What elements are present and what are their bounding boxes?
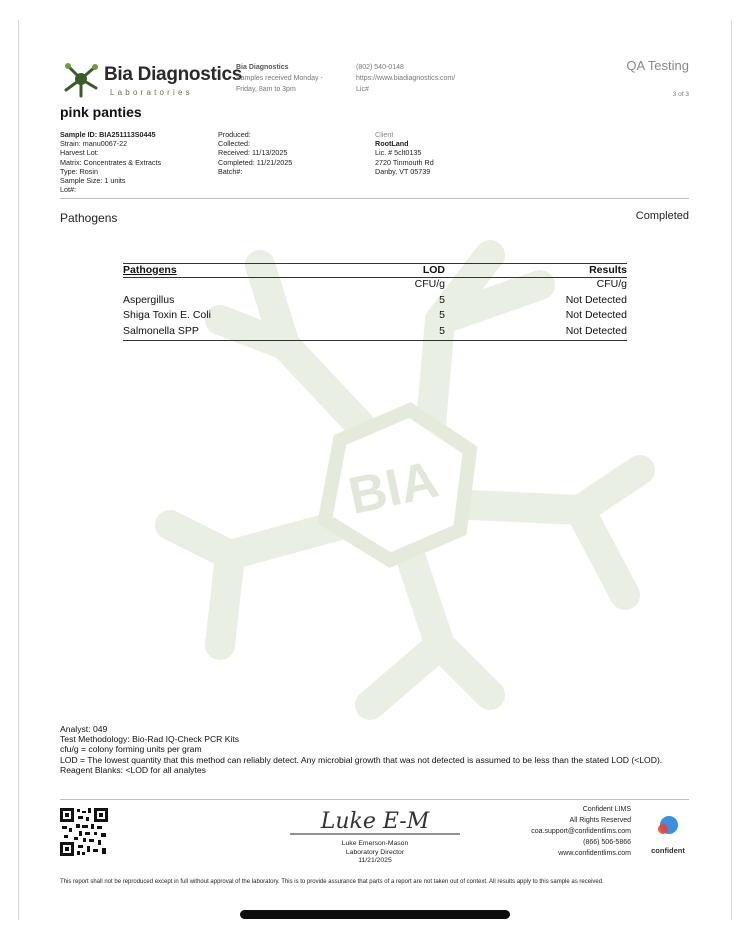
date-line: Collected: [218, 139, 250, 149]
lims-website: www.confidentlims.com [558, 850, 631, 857]
header-col1-line: Friday, 8am to 3pm [236, 86, 296, 93]
analyte-name: Shiga Toxin E. Coli [123, 309, 211, 321]
header-website: https://www.biadiagnostics.com/ [356, 75, 456, 82]
result-value: Not Detected [565, 309, 627, 321]
header-phone: (802) 540-0148 [356, 64, 404, 71]
header-license: Lic# [356, 86, 369, 93]
confident-brand: confident [651, 846, 685, 855]
result-value: Not Detected [565, 324, 627, 337]
header-divider [60, 198, 689, 199]
product-title: pink panties [60, 104, 142, 120]
methodology-notes [60, 724, 700, 775]
signature-image [290, 803, 460, 835]
table-units-row [123, 278, 627, 294]
lod-value: 5 [439, 324, 445, 337]
table-header-row [123, 264, 627, 277]
client-line: Danby, VT 05739 [375, 166, 431, 176]
section-title: Pathogens [60, 211, 118, 225]
sample-id: Sample ID: BIA251113S0445 [60, 130, 156, 139]
date-line: Batch#: [218, 166, 243, 176]
lims-email: coa.support@confidentlims.com [531, 828, 631, 835]
lims-info [470, 804, 631, 859]
analyte-name: Aspergillus [123, 293, 175, 306]
table-row [123, 309, 627, 325]
analyte-name: Salmonella SPP [123, 324, 199, 337]
note-line: Test Methodology: Bio-Rad IQ-Check PCR Kits [60, 734, 240, 745]
home-indicator[interactable] [240, 910, 510, 919]
lod-value: 5 [439, 293, 445, 306]
confident-logo-icon [645, 813, 691, 841]
sample-line: Harvest Lot: [60, 148, 99, 158]
qr-code [60, 808, 108, 856]
director-signature [290, 803, 460, 866]
col-header-pathogens: Pathogens [123, 264, 177, 276]
sample-line: Matrix: Concentrates & Extracts [60, 157, 162, 167]
client-line: 2720 Tinmouth Rd [375, 157, 434, 167]
lims-line: All Rights Reserved [569, 817, 631, 824]
sample-line: Strain: manu0067-22 [60, 139, 128, 149]
report-disclaimer: This report shall not be reproduced except in full without approval of the laboratory. This is to provide assurance that parts of a report are not taken out of context. All results apply to this sample as received. [60, 879, 604, 885]
molecule-icon [60, 58, 102, 100]
col-header-lod: LOD [422, 264, 445, 276]
sample-line: Lot#: [60, 185, 76, 195]
unit-cell: CFU/g [414, 278, 445, 290]
note-line: Reagent Blanks: <LOD for all analytes [60, 764, 206, 775]
date-line: Completed: 11/21/2025 [218, 157, 293, 167]
director-name: Luke Emerson-Mason [341, 840, 409, 847]
director-title: Laboratory Director [345, 848, 405, 856]
table-bottom-rule [123, 340, 627, 341]
header-contact-info [356, 62, 496, 95]
date-info [218, 130, 358, 176]
page-number: 3 of 3 [672, 91, 689, 98]
lims-phone: (866) 506-5866 [583, 839, 631, 846]
signature-script: Luke E-M [320, 809, 430, 834]
status-badge: Completed [635, 210, 689, 222]
note-line: Analyst: 049 [60, 724, 108, 734]
header-col1-line: Samples received Monday - [236, 75, 323, 82]
lab-logo [60, 58, 243, 100]
lab-name: Bia Diagnostics [104, 64, 243, 85]
result-value: Not Detected [565, 293, 627, 306]
header-lab-info [236, 62, 346, 95]
signature-date: 11/21/2025 [358, 857, 392, 865]
table-row [123, 325, 627, 341]
table-row [123, 294, 627, 310]
lod-value: 5 [439, 309, 445, 321]
lab-subtitle: Laboratories [110, 88, 193, 97]
note-line: LOD = The lowest quantity that this method can reliably detect. Any microbial growth that was not detected is assumed to be less than the stated LOD (<LOD). [60, 754, 663, 765]
confident-logo [645, 813, 691, 853]
col-header-results: Results [589, 264, 627, 276]
header-col1-line: Bia Diagnostics [236, 64, 289, 71]
client-label: Client [375, 130, 394, 139]
sample-line: Type: Rosin [60, 166, 98, 176]
note-line: cfu/g = colony forming units per gram [60, 744, 202, 755]
watermark-text: BIA [343, 450, 444, 526]
client-name: RootLand [375, 139, 409, 149]
date-line: Received: 11/13/2025 [218, 148, 288, 158]
unit-cell: CFU/g [596, 278, 627, 290]
client-info [375, 130, 515, 176]
sample-line: Sample Size: 1 units [60, 176, 126, 186]
lims-line: Confident LIMS [582, 806, 631, 813]
date-line: Produced: [218, 130, 251, 139]
sample-info [60, 130, 210, 194]
qa-testing-label: QA Testing [626, 58, 689, 73]
footer-divider [60, 799, 689, 800]
client-line: Lic. # 5clt0135 [375, 148, 422, 158]
pathogens-table [123, 263, 627, 341]
